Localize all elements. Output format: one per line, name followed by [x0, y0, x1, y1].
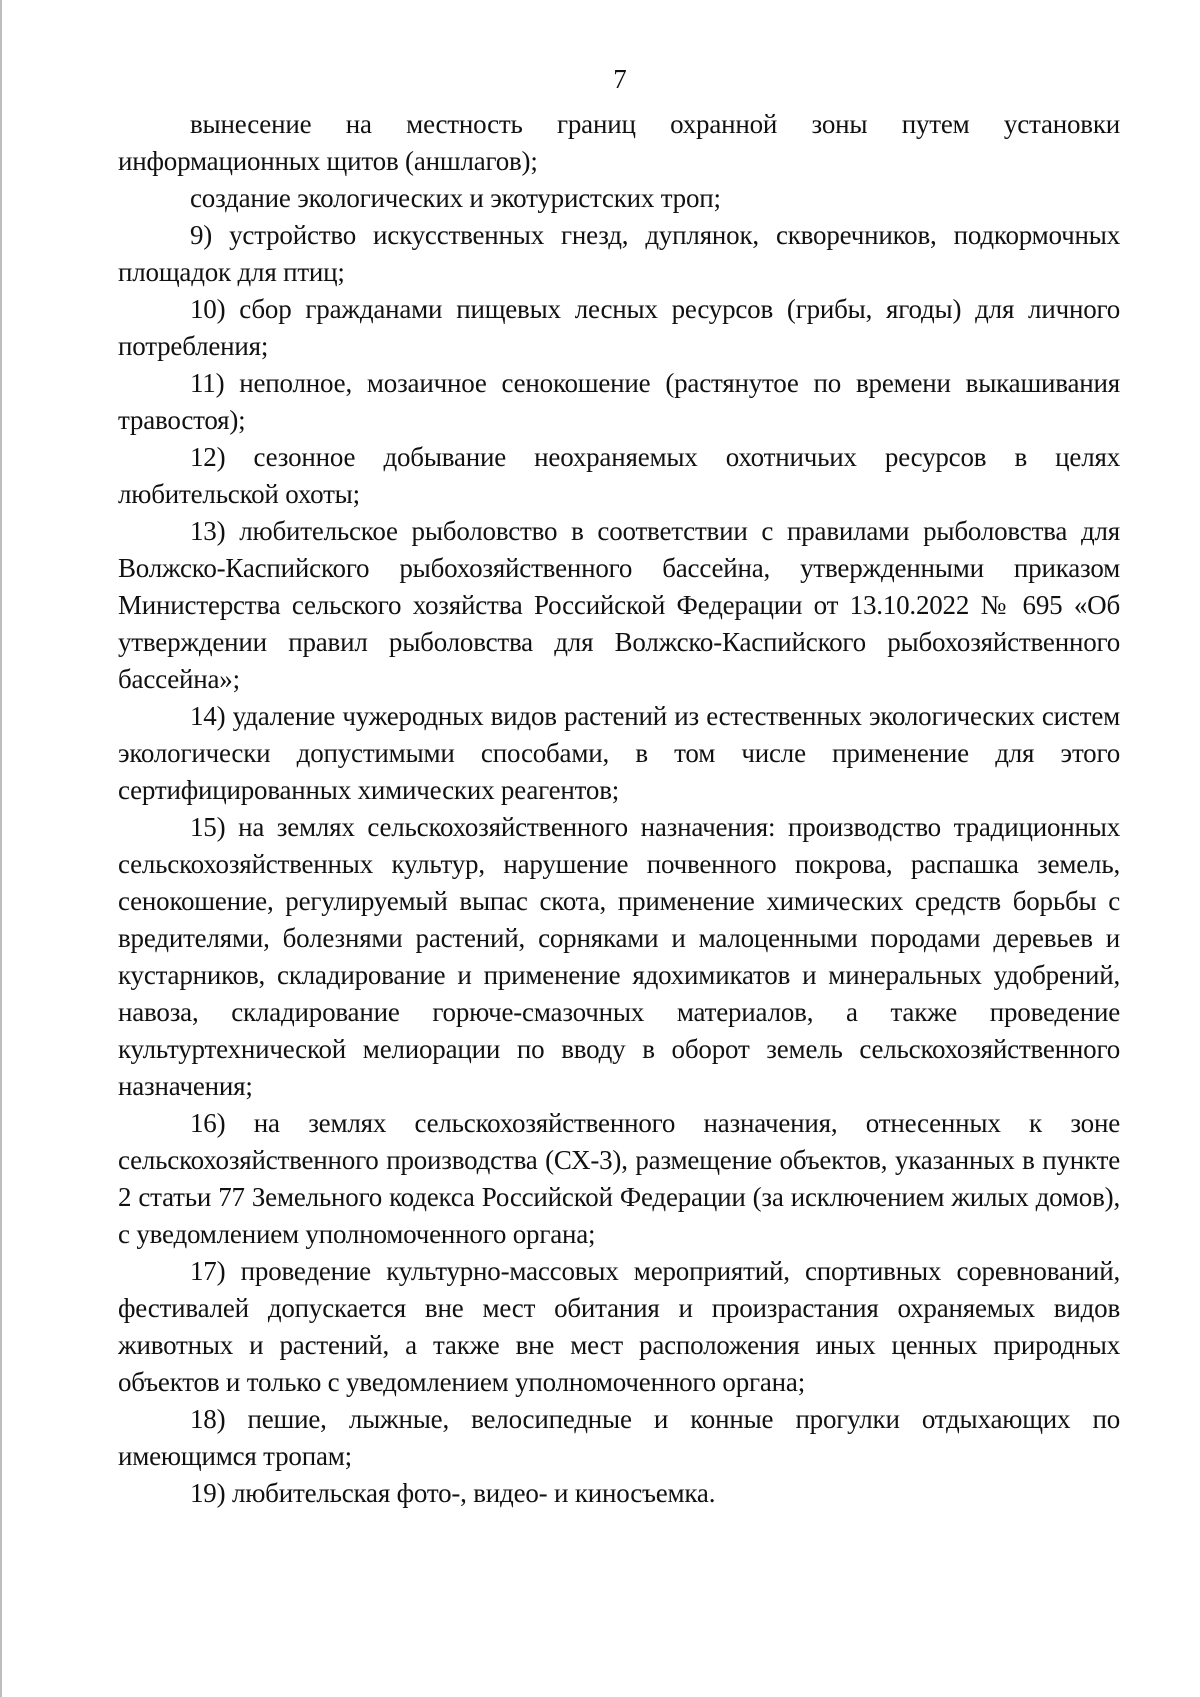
paragraph-boundary-signs: вынесение на местность границ охранной зоны путем установки информационных щитов (аншлагов);: [118, 109, 1120, 176]
paragraph-item-15: 15) на землях сельскохозяйственного назначения: производство традиционных сельскохозяйственных культур, нарушение почвенного покрова, распашка земель, сенокошение, регулируемый выпас скота, применение химических средств борьбы с вредителями, болезнями растений, сорняками и малоценными породами деревьев и кустарников, складирование и применение ядохимикатов и минеральных удобрений, навоза, складирование горюче-смазочных материалов, а также проведение культуртехнической мелиорации по вводу в оборот земель сельскохозяйственного назначения;: [118, 812, 1120, 1101]
paragraph-item-14: 14) удаление чужеродных видов растений из естественных экологических систем экологически допустимыми способами, в том числе применение для этого сертифицированных химических реагентов;: [118, 701, 1120, 805]
paragraph-item-9: 9) устройство искусственных гнезд, дуплянок, скворечников, подкормочных площадок для птиц;: [118, 220, 1120, 287]
paragraph-item-19: 19) любительская фото-, видео- и киносъемка.: [190, 1478, 716, 1508]
paragraph-item-18: 18) пешие, лыжные, велосипедные и конные прогулки отдыхающих по имеющимся тропам;: [118, 1404, 1120, 1471]
paragraph-eco-trails: создание экологических и экотуристских троп;: [190, 183, 721, 213]
page-number: 7: [613, 64, 627, 94]
paragraph-item-12: 12) сезонное добывание неохраняемых охотничьих ресурсов в целях любительской охоты;: [118, 442, 1120, 509]
document-body: [118, 106, 1120, 1512]
paragraph-item-11: 11) неполное, мозаичное сенокошение (растянутое по времени выкашивания травостоя);: [118, 368, 1120, 435]
paragraph-item-13: 13) любительское рыболовство в соответствии с правилами рыболовства для Волжско-Каспийского рыбохозяйственного бассейна, утвержденными приказом Министерства сельского хозяйства Российской Федерации от 13.10.2022 № 695 «Об утверждении правил рыболовства для Волжско-Каспийского рыбохозяйственного бассейна»;: [118, 516, 1120, 694]
paragraph-item-16: 16) на землях сельскохозяйственного назначения, отнесенных к зоне сельскохозяйственного производства (СХ-3), размещение объектов, указанных в пункте 2 статьи 77 Земельного кодекса Российской Федерации (за исключением жилых домов), с уведомлением уполномоченного органа;: [118, 1108, 1120, 1249]
scan-edge-line: [0, 0, 2, 1697]
paragraph-item-10: 10) сбор гражданами пищевых лесных ресурсов (грибы, ягоды) для личного потребления;: [118, 294, 1120, 361]
paragraph-item-17: 17) проведение культурно-массовых мероприятий, спортивных соревнований, фестивалей допускается вне мест обитания и произрастания охраняемых видов животных и растений, а также вне мест расположения иных ценных природных объектов и только с уведомлением уполномоченного органа;: [118, 1256, 1120, 1397]
